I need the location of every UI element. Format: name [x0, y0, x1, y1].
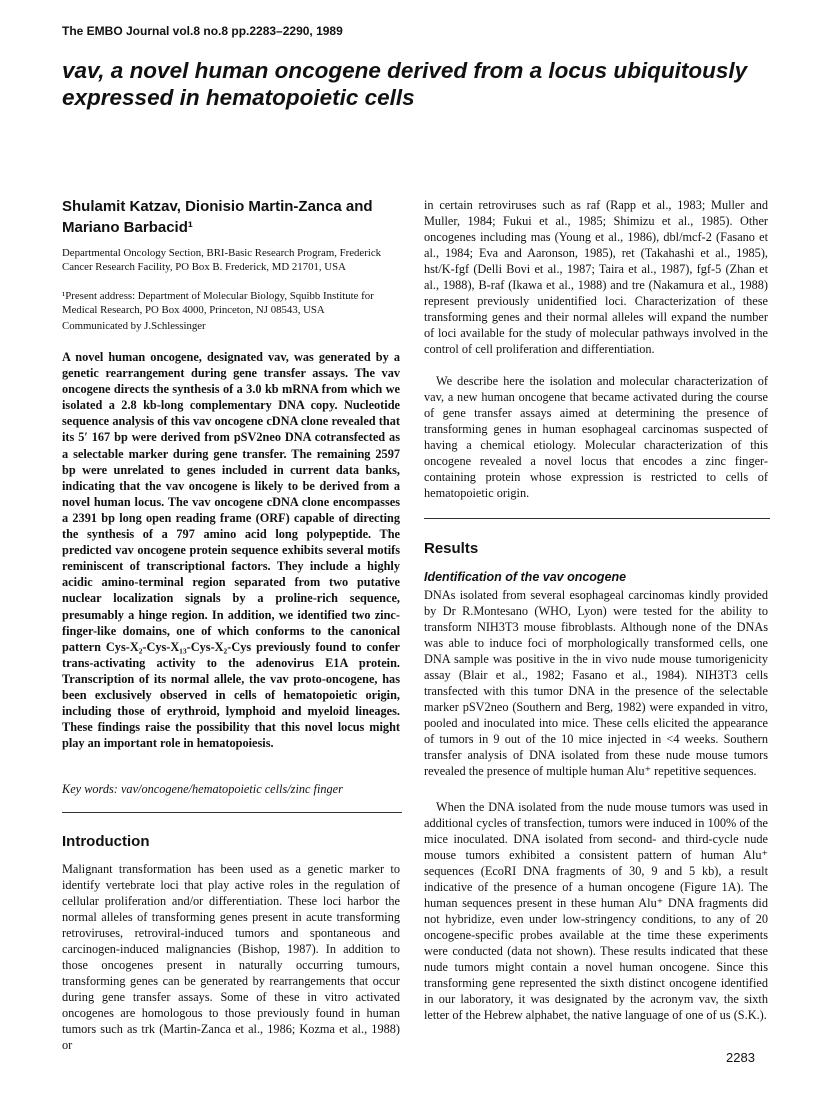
- article-title: vav, a novel human oncogene derived from a locus ubiquitously expressed in hematopoietic cells: [62, 58, 748, 110]
- communicated-by: Communicated by J.Schlessinger: [62, 320, 206, 332]
- results-paragraph: When the DNA isolated from the nude mouse tumors was used in additional cycles of transfection, tumors were induced in 100% of the mice inoculated. DNA isolated from second- and third-cycle nude mouse tumors exhibited a consistent pattern of human Alu⁺ sequences (EcoRI DNA fragments of 30, 9 and 5 kb), a result indicative of the presence of a human oncogene (Figure 1A). The human sequences present in these human Alu⁺ DNA fragments did not hybridize, even under low-stringency conditions, to any of 20 oncogene-specific probes available at the time these experiments were conducted (data not shown). These results indicated that these nude tumors might contain a novel human oncogene. Since this transforming gene represented the sixth distinct oncogene identified in our laboratory, it was designated by the acronym vav, the sixth letter of the Hebrew alphabet, the native language of one of us (S.K.).: [424, 800, 768, 1022]
- subsection-heading: Identification of the vav oncogene: [424, 570, 627, 584]
- author-list: Shulamit Katzav, Dionisio Martin-Zanca and Mariano Barbacid¹: [62, 198, 373, 236]
- results-paragraph: DNAs isolated from several esophageal carcinomas kindly provided by Dr R.Montesano (WHO, Lyon) were tested for the ability to transform NIH3T3 mouse fibroblasts. Although none of the DNAs was able to induce foci of morphologically transformed cells, one DNA sample was positive in the in vivo nude mouse tumorigenicity assay (Blair et al., 1982; Fasano et al., 1984). NIH3T3 cells transfected with this tumor DNA in the presence of the selectable marker pSV2neo (Southern and Berg, 1982) were expanded in vitro, pooled and inoculated into mice. These cells elicited the appearance of tumors in 9 out of the 10 mice injected in <4 weeks. Southern transfer analysis of DNA isolated from these nude mouse tumors revealed the presence of multiple human Alu⁺ repetitive sequences.: [424, 588, 768, 778]
- introduction-paragraph: Malignant transformation has been used as a genetic marker to identify vertebrate loci that play active roles in the regulation of cellular proliferation and/or differentiation. These loci harbor the normal alleles of transforming genes present in acute transforming retroviruses, retroviral-induced tumors and spontaneous and carcinogen-induced malignancies (Bishop, 1987). In addition to those oncogenes present in naturally occurring tumours, transforming genes can be generated by rearrangements that occur during gene transfer assays. Some of these in vitro activated oncogenes are homologous to those previously found in human tumors such as trk (Martin-Zanca et al., 1986; Kozma et al., 1988) or: [62, 862, 400, 1052]
- section-divider: [62, 812, 402, 813]
- introduction-paragraph: We describe here the isolation and molecular characterization of vav, a new human oncogene that became activated during the course of gene transfer assays aimed at determining the presence of transforming genes in human esophageal carcinomas suspected of having a chemical etiology. Molecular characterization of this oncogene revealed a novel locus that encodes a zinc finger-containing protein whose expression is restricted to cells of hematopoietic origin.: [424, 374, 768, 500]
- section-divider: [424, 518, 770, 519]
- present-address: ¹Present address: Department of Molecular Biology, Squibb Institute for Medical Research, PO Box 4000, Princeton, NJ 08543, USA: [62, 290, 374, 316]
- introduction-heading: Introduction: [62, 833, 150, 850]
- abstract: A novel human oncogene, designated vav, was generated by a genetic rearrangement during gene transfer assays. The vav oncogene directs the synthesis of a 3.0 kb mRNA from which we isolated a 2.8 kb-long complementary DNA copy. Nucleotide sequence analysis of this vav oncogene cDNA clone revealed that its 5′ 167 bp were derived from pSV2neo DNA cotransfected as a selectable marker during gene transfer. The remaining 2597 bp were unrelated to genes included in current data banks, indicating that the vav oncogene is likely to be derived from a novel human locus. The vav oncogene cDNA clone encompasses a 2391 bp long open reading frame (ORF) capable of directing the synthesis of a 797 amino acid long polypeptide. The predicted vav oncogene protein sequence exhibits several motifs reminiscent of transcriptional factors. They include a highly acidic amino-terminal region separated from two putative nuclear localization signals by a proline-rich sequence, presumably a hinge region. In addition, we identified two zinc-finger-like domains, one of which conforms to the canonical pattern Cys-X₂-Cys-X₁₃-Cys-X₂-Cys previously found to confer trans-activating activity to the adenovirus E1A protein. Transcription of its normal allele, the vav proto-oncogene, has been exclusively observed in cells of hematopoietic origin, including those of erythroid, lymphoid and myeloid lineages. These findings raise the possibility that this novel locus might play an important role in hematopoiesis.: [62, 350, 400, 751]
- introduction-paragraph-continued: in certain retroviruses such as raf (Rapp et al., 1983; Muller and Muller, 1984; Fukui et al., 1985; Shimizu et al., 1985). Other oncogenes including mas (Young et al., 1986), dbl/mcf-2 (Fasano et al., 1984; Eva and Aaronson, 1985), ret (Takahashi et al., 1985), hst/K-fgf (Delli Bovi et al., 1987; Taira et al., 1987), fgf-5 (Zhan et al., 1988), B-raf (Ikawa et al., 1988) and tre (Nakamura et al., 1988) represent previously unidentified loci. Characterization of these transforming genes and their normal alleles will expand the number of loci available for the study of molecular pathways involved in the control of cell proliferation and differentiation.: [424, 198, 768, 356]
- affiliation: Departmental Oncology Section, BRI-Basic Research Program, Frederick Cancer Research Facility, PO Box B. Frederick, MD 21701, USA: [62, 247, 382, 273]
- keywords: Key words: vav/oncogene/hematopoietic cells/zinc finger: [62, 782, 343, 796]
- journal-header: The EMBO Journal vol.8 no.8 pp.2283–2290, 1989: [62, 24, 343, 38]
- page-number: 2283: [726, 1050, 755, 1065]
- results-heading: Results: [424, 540, 479, 557]
